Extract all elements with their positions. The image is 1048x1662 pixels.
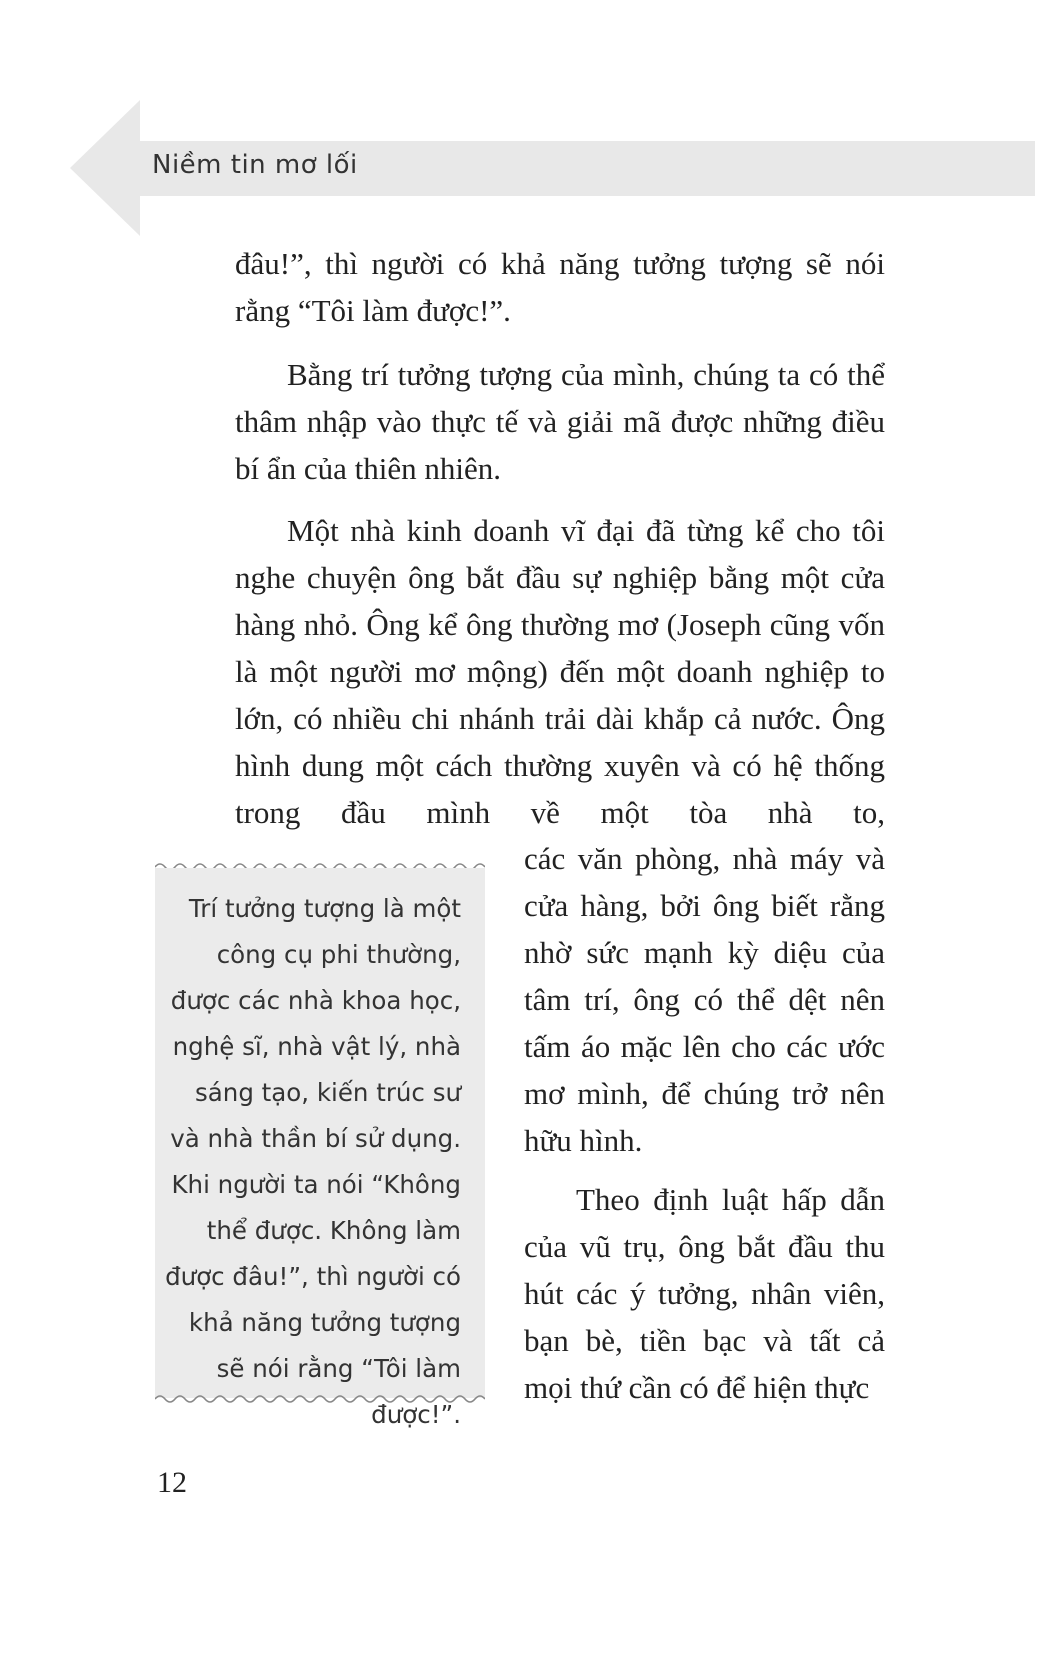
body-paragraph-2: Bằng trí tưởng tượng của mình, chúng ta có thể thâm nhập vào thực tế và giải mã được những điều bí ẩn của thiên nhiên. [235,357,885,486]
body-paragraph-4: Theo định luật hấp dẫn của vũ trụ, ông bắt đầu thu hút các ý tưởng, nhân viên, bạn bè, tiền bạc và tất cả mọi thứ cần có để hiện thực [524,1182,885,1405]
body-paragraph-3-continued: các văn phòng, nhà máy và cửa hàng, bởi ông biết rằng nhờ sức mạnh kỳ diệu của tâm trí, ông có thể dệt nên tấm áo mặc lên cho các ước mơ mình, để chúng trở nên hữu hình. [524,841,885,1158]
arrow-left-icon [70,100,140,236]
body-paragraph-1: đâu!”, thì người có khả năng tưởng tượng sẽ nói rằng “Tôi làm được!”. [235,246,885,328]
body-paragraph-3: Một nhà kinh doanh vĩ đại đã từng kể cho tôi nghe chuyện ông bắt đầu sự nghiệp bằng một cửa hàng nhỏ. Ông kể ông thường mơ (Joseph cũng vốn là một người mơ mộng) đến một doanh nghiệp to lớn, có nhiều chi nhánh trải dài khắp cả nước. Ông hình dung một cách thường xuyên và có hệ thống trong đầu mình về một tòa nhà to, [235,513,885,830]
wave-divider-bottom [155,1392,485,1406]
running-header-title: Niềm tin mơ lối [152,150,358,180]
pull-quote-text: Trí tưởng tượng là một công cụ phi thường, được các nhà khoa học, nghệ sĩ, nhà vật lý, nhà sáng tạo, kiến trúc sư và nhà thần bí sử dụng. Khi người ta nói “Không thể được. Không làm được đâu!”, thì người có khả năng tưởng tượng sẽ nói rằng “Tôi làm được!”. [165,894,461,1429]
pull-quote-box [155,868,485,1429]
page-number: 12 [157,1466,187,1499]
